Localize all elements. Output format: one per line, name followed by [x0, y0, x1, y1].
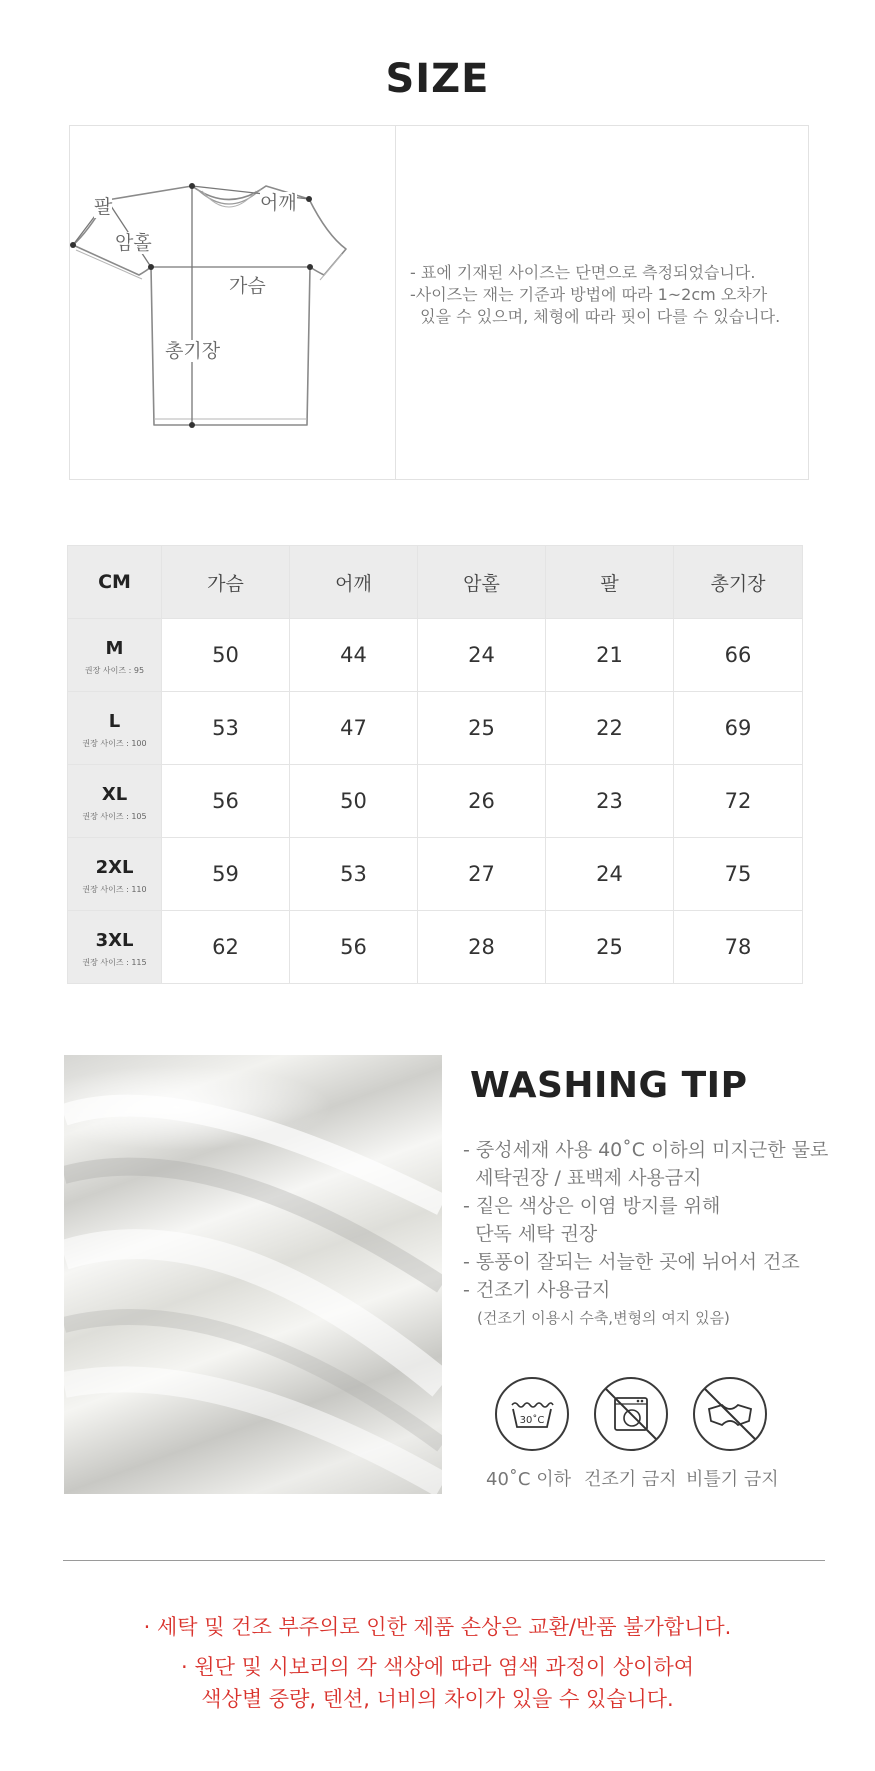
table-cell: 56	[162, 765, 290, 838]
size-name: 3XL	[95, 930, 134, 951]
washing-tip-line: - 중성세재 사용 40˚C 이하의 미지근한 물로	[463, 1139, 829, 1161]
care-label-no-wring: 비틀기 금지	[686, 1469, 779, 1490]
table-cell: 62	[162, 911, 290, 984]
diagram-label-length: 총기장	[165, 340, 221, 362]
notice-line: · 세탁 및 건조 부주의로 인한 제품 손상은 교환/반품 불가합니다.	[143, 1615, 732, 1639]
washing-tip-line: - 통풍이 잘되는 서늘한 곳에 뉘어서 건조	[463, 1251, 800, 1273]
diagram-label-chest: 가슴	[229, 275, 266, 297]
table-cell: 24	[546, 838, 674, 911]
washing-tips	[463, 1136, 828, 1332]
table-header-length: 총기장	[674, 546, 803, 619]
table-cell: 53	[290, 838, 418, 911]
no-wring-icon	[693, 1377, 767, 1451]
size-cell	[68, 838, 162, 911]
table-cell: 69	[674, 692, 803, 765]
table-cell: 28	[418, 911, 546, 984]
notice-line: · 원단 및 시보리의 각 색상에 따라 염색 과정이 상이하여	[180, 1655, 695, 1679]
washing-tip-line: - 건조기 사용금지	[463, 1279, 611, 1301]
table-cell: 75	[674, 838, 803, 911]
table-header-unit: CM	[68, 546, 162, 619]
size-recommended: 권장 사이즈 : 105	[82, 812, 147, 821]
size-table	[67, 545, 803, 984]
diagram-label-sleeve: 팔	[94, 196, 113, 218]
table-cell: 59	[162, 838, 290, 911]
size-recommended: 권장 사이즈 : 95	[84, 666, 145, 675]
table-cell: 78	[674, 911, 803, 984]
table-row	[68, 765, 803, 838]
table-row	[68, 692, 803, 765]
tshirt-diagram	[69, 125, 399, 480]
table-cell: 44	[290, 619, 418, 692]
size-cell	[68, 911, 162, 984]
table-cell: 26	[418, 765, 546, 838]
size-note-line: -사이즈는 재는 기준과 방법에 따라 1~2cm 오차가	[410, 285, 768, 304]
diagram-label-armhole: 암홀	[115, 232, 152, 254]
table-header-sleeve: 팔	[546, 546, 674, 619]
table-cell: 27	[418, 838, 546, 911]
size-notes	[410, 262, 810, 328]
table-cell: 22	[546, 692, 674, 765]
care-label-no-dryer: 건조기 금지	[584, 1469, 677, 1490]
size-recommended: 권장 사이즈 : 100	[82, 739, 147, 748]
table-cell: 21	[546, 619, 674, 692]
size-note-line: - 표에 기재된 사이즈는 단면으로 측정되었습니다.	[410, 263, 756, 282]
wash-30c-icon	[495, 1377, 569, 1451]
table-cell: 53	[162, 692, 290, 765]
size-recommended: 권장 사이즈 : 115	[82, 958, 147, 967]
table-row	[68, 838, 803, 911]
size-cell	[68, 619, 162, 692]
table-header-armhole: 암홀	[418, 546, 546, 619]
washing-tip-line: 단독 세탁 권장	[463, 1223, 598, 1245]
table-cell: 50	[162, 619, 290, 692]
size-name: L	[108, 711, 121, 732]
size-cell	[68, 765, 162, 838]
no-tumble-dry-icon	[594, 1377, 668, 1451]
diagram-label-shoulder: 어깨	[260, 192, 297, 214]
size-name: 2XL	[95, 857, 134, 878]
notice-line: 색상별 중량, 텐션, 너비의 차이가 있을 수 있습니다.	[201, 1687, 674, 1711]
care-label-wash: 40˚C 이하	[486, 1469, 571, 1490]
size-name: XL	[101, 784, 128, 805]
size-note-line: 있을 수 있으며, 체형에 따라 핏이 다를 수 있습니다.	[410, 307, 781, 326]
washing-tip-subnote: (건조기 이용시 수축,변형의 여지 있음)	[477, 1309, 730, 1327]
table-row	[68, 911, 803, 984]
table-header-chest: 가슴	[162, 546, 290, 619]
section-divider	[63, 1560, 825, 1561]
size-name: M	[105, 638, 124, 659]
table-cell: 25	[546, 911, 674, 984]
washing-tip-line: - 짙은 색상은 이염 방지를 위해	[463, 1195, 721, 1217]
table-cell: 50	[290, 765, 418, 838]
washing-tip-title: WASHING TIP	[470, 1065, 748, 1106]
size-recommended: 권장 사이즈 : 110	[82, 885, 147, 894]
table-cell: 23	[546, 765, 674, 838]
table-header-row	[68, 546, 803, 619]
washing-tip-line: 세탁권장 / 표백제 사용금지	[463, 1167, 702, 1189]
table-cell: 66	[674, 619, 803, 692]
fabric-photo	[64, 1055, 442, 1494]
table-cell: 24	[418, 619, 546, 692]
table-cell: 72	[674, 765, 803, 838]
size-cell	[68, 692, 162, 765]
table-cell: 25	[418, 692, 546, 765]
size-title: SIZE	[385, 56, 490, 102]
table-cell: 47	[290, 692, 418, 765]
table-header-shoulder: 어깨	[290, 546, 418, 619]
table-cell: 56	[290, 911, 418, 984]
table-row	[68, 619, 803, 692]
svg-text:30˚C: 30˚C	[519, 1415, 545, 1426]
tshirt-outline	[73, 186, 346, 425]
